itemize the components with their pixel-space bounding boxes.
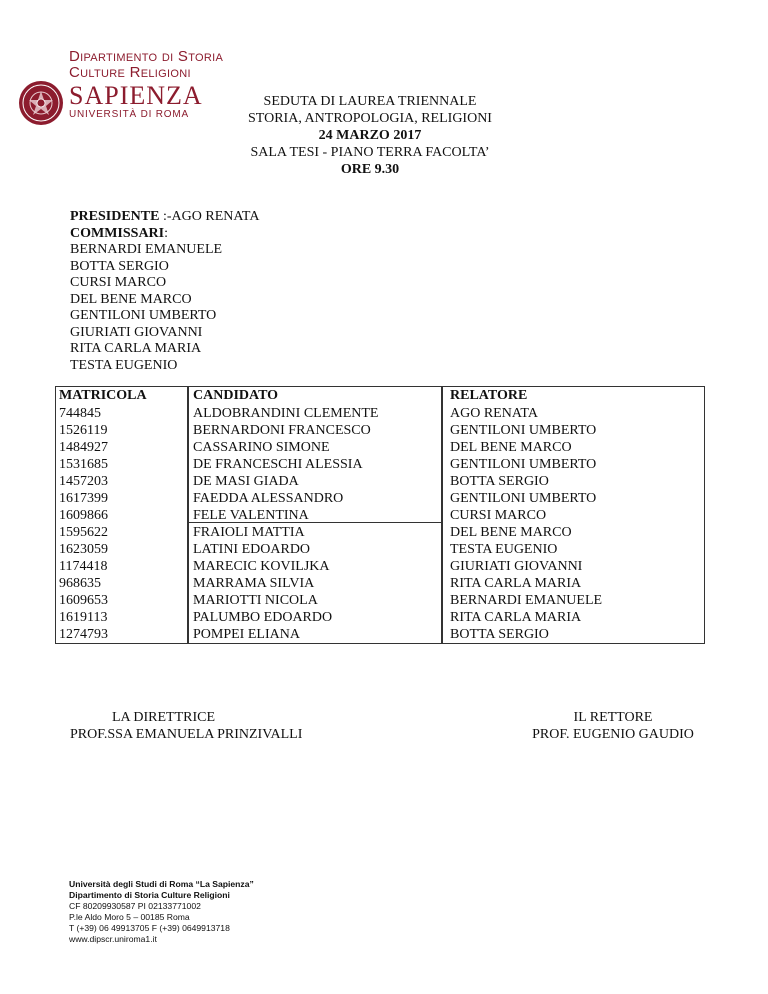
cell-matricola: 1609866 [59,508,108,523]
cell-candidato: FAEDDA ALESSANDRO [193,491,344,506]
cell-relatore: RITA CARLA MARIA [450,610,582,625]
session-date: 24 MARZO 2017 [318,128,422,143]
department-name-line1: Dipartimento di Storia [69,48,224,65]
session-location: SALA TESI - PIANO TERRA FACOLTA’ [250,145,490,160]
cell-matricola: 1526119 [59,423,108,438]
president-name: :-AGO RENATA [162,209,260,224]
rector-name: PROF. EUGENIO GAUDIO [532,727,694,742]
rector-title: IL RETTORE [573,710,653,725]
cell-relatore: GENTILONI UMBERTO [450,457,597,472]
cell-matricola: 1174418 [59,559,108,574]
cell-candidato: DE FRANCESCHI ALESSIA [193,457,363,472]
cell-relatore: GENTILONI UMBERTO [450,423,597,438]
president-line [70,209,259,226]
cell-candidato: DE MASI GIADA [193,474,299,489]
header-candidato: CANDIDATO [193,388,279,403]
director-name: PROF.SSA EMANUELA PRINZIVALLI [70,727,303,742]
cell-candidato: MARIOTTI NICOLA [193,593,318,608]
table-row [55,507,703,524]
cell-candidato: MARRAMA SILVIA [193,576,315,591]
cell-matricola: 1609653 [59,593,108,608]
table-header-row [55,386,703,405]
cell-candidato: FELE VALENTINA [193,508,309,523]
commissioner-name: GIURIATI GIOVANNI [70,324,203,340]
table-row [55,405,703,422]
cell-relatore: CURSI MARCO [450,508,547,523]
cell-candidato: LATINI EDOARDO [193,542,311,557]
cell-matricola: 968635 [59,576,101,591]
cell-matricola: 1617399 [59,491,108,506]
table-row [55,490,703,507]
header-matricola: MATRICOLA [59,388,147,403]
results-body [55,405,703,643]
cell-candidato: POMPEI ELIANA [193,627,300,642]
cell-matricola: 744845 [59,406,101,421]
table-row [55,575,703,592]
degree-course: STORIA, ANTROPOLOGIA, RELIGIONI [248,111,492,126]
commissioner-name: TESTA EUGENIO [70,357,178,373]
cell-candidato: BERNARDONI FRANCESCO [193,423,371,438]
commissioner-name: BOTTA SERGIO [70,258,169,274]
footer-website[interactable]: www.dipscr.uniroma1.it [69,934,157,944]
commissioner-name: BERNARDI EMANUELE [70,242,223,257]
cell-candidato: ALDOBRANDINI CLEMENTE [193,406,379,421]
commissioners-label: COMMISSARI [70,225,165,241]
cell-relatore: DEL BENE MARCO [450,440,572,455]
session-header [210,93,530,178]
cell-matricola: 1531685 [59,457,108,472]
committee-block [70,209,259,374]
cell-matricola: 1619113 [59,610,108,625]
signature-rector [498,709,728,743]
footer-street: P.le Aldo Moro 5 – 00185 Roma [69,912,190,922]
session-title: SEDUTA DI LAUREA TRIENNALE [263,94,477,109]
cell-relatore: BERNARDI EMANUELE [450,593,603,608]
cell-matricola: 1457203 [59,474,108,489]
table-row [55,609,703,626]
footer-department: Dipartimento di Storia Culture Religioni [69,890,230,900]
cell-candidato: CASSARINO SIMONE [193,440,330,455]
results-table [55,386,703,643]
cell-candidato: PALUMBO EDOARDO [193,610,333,625]
header-relatore: RELATORE [450,388,528,403]
cell-candidato: MARECIC KOVILJKA [193,559,330,574]
department-name-line2: Culture Religioni [69,64,191,81]
footer-phone: T (+39) 06 49913705 F (+39) 0649913718 [69,923,230,933]
signature-director [70,709,302,743]
commissioner-name: RITA CARLA MARIA [70,341,202,356]
cell-relatore: AGO RENATA [450,406,538,421]
cell-relatore: RITA CARLA MARIA [450,576,582,591]
university-name: SAPIENZA [69,81,203,110]
table-row [55,456,703,473]
president-label: PRESIDENTE [70,209,160,224]
table-row [55,558,703,575]
cell-relatore: BOTTA SERGIO [450,627,549,642]
commissioners-list [70,242,259,374]
cell-relatore: GIURIATI GIOVANNI [450,559,583,574]
commissioner-name: CURSI MARCO [70,275,167,290]
table-row [55,473,703,490]
cell-matricola: 1623059 [59,542,108,557]
commissioner-name: GENTILONI UMBERTO [70,308,217,323]
table-row [55,422,703,439]
table-row [55,592,703,609]
cell-relatore: TESTA EUGENIO [450,542,558,557]
cell-relatore: BOTTA SERGIO [450,474,549,489]
table-row [55,439,703,456]
cell-matricola: 1274793 [59,627,108,642]
footer-address [69,879,254,945]
cell-matricola: 1484927 [59,440,108,455]
cell-matricola: 1595622 [59,525,108,540]
table-row [55,524,703,541]
university-subtitle: UNIVERSITÀ DI ROMA [69,109,189,120]
session-time: ORE 9.30 [340,162,400,177]
director-title: LA DIRETTRICE [112,710,216,725]
footer-tax-codes: CF 80209930587 PI 02133771002 [69,901,201,911]
footer-university: Università degli Studi di Roma “La Sapienza” [69,879,254,889]
commissioner-name: DEL BENE MARCO [70,291,192,307]
table-row [55,541,703,558]
cell-relatore: GENTILONI UMBERTO [450,491,597,506]
cell-relatore: DEL BENE MARCO [450,525,572,540]
cell-candidato: FRAIOLI MATTIA [193,525,305,540]
commissioners-line: COMMISSARI: [70,225,169,241]
university-seal-icon [18,80,64,126]
table-row [55,626,703,643]
